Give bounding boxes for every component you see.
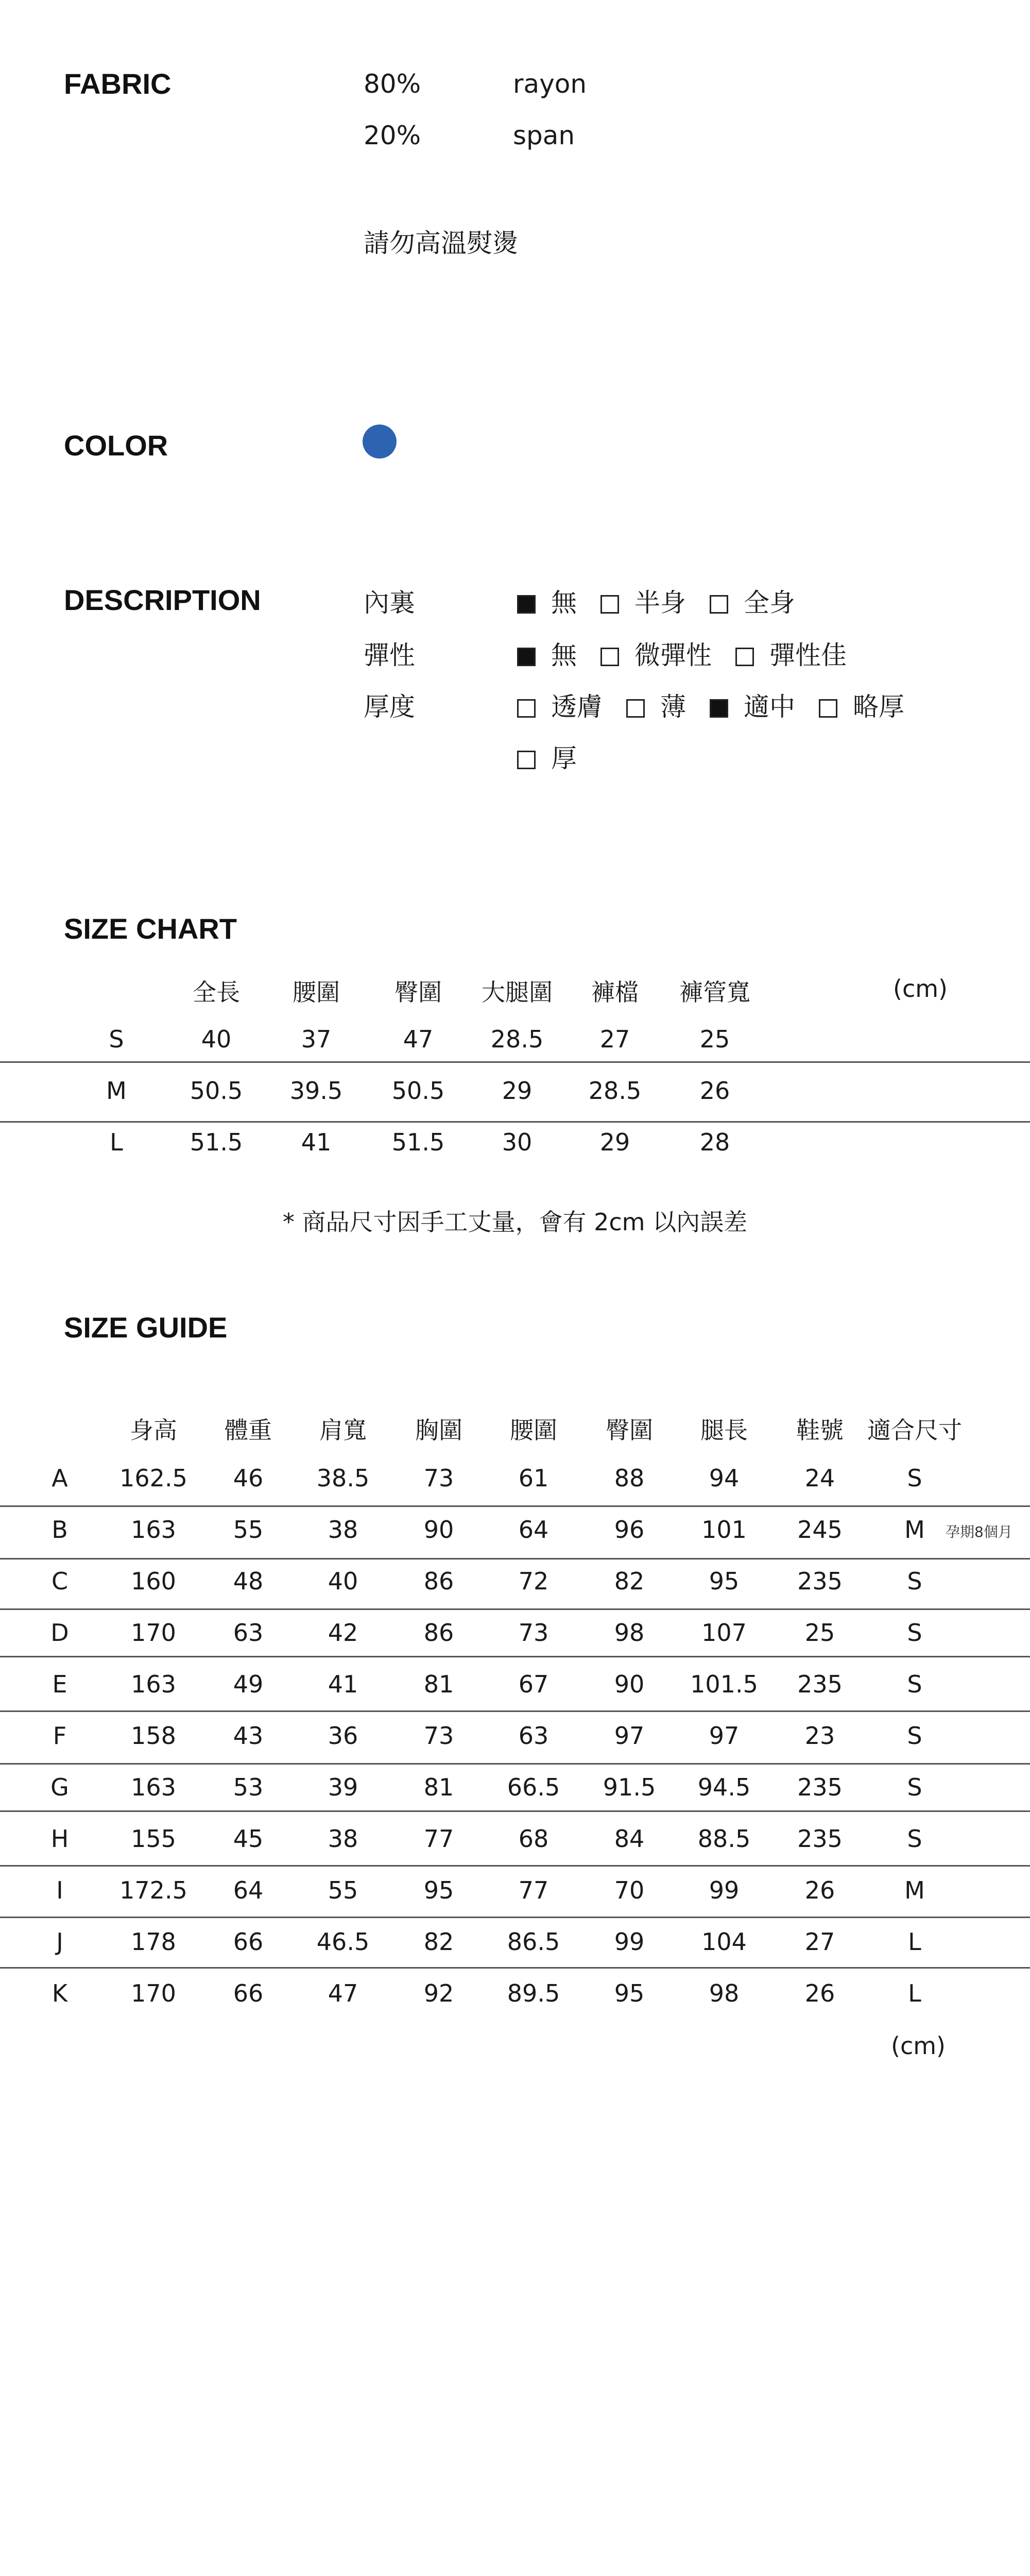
option-label: 適中 xyxy=(744,692,795,722)
row-divider xyxy=(0,1505,1030,1507)
row-divider xyxy=(0,1608,1030,1610)
fabric-heading: FABRIC xyxy=(64,67,171,100)
column-header: 臀圍 xyxy=(394,978,442,1006)
table-cell: 41 xyxy=(301,1128,332,1156)
table-cell: 30 xyxy=(502,1128,533,1156)
table-cell: S xyxy=(907,1773,922,1801)
table-cell: 96 xyxy=(614,1516,645,1544)
table-cell: 50.5 xyxy=(391,1077,445,1105)
size-label: L xyxy=(110,1128,123,1156)
table-cell: 28.5 xyxy=(588,1077,642,1105)
table-cell: 99 xyxy=(614,1928,645,1956)
table-cell: 63 xyxy=(233,1619,264,1647)
table-cell: 104 xyxy=(701,1928,747,1956)
size-label: S xyxy=(109,1025,124,1053)
checked-box-icon xyxy=(710,699,728,718)
table-cell: 88 xyxy=(614,1464,645,1492)
column-header: 大腿圍 xyxy=(482,978,553,1006)
table-cell: 45 xyxy=(233,1825,264,1853)
fabric-percent: 80% xyxy=(364,69,421,99)
unchecked-box-icon xyxy=(819,699,837,718)
option-label: 微彈性 xyxy=(634,640,712,670)
table-cell: 163 xyxy=(131,1773,176,1801)
table-cell: 178 xyxy=(131,1928,176,1956)
table-cell: 41 xyxy=(328,1670,358,1698)
description-label: 內裏 xyxy=(364,588,415,618)
checked-box-icon xyxy=(517,648,536,666)
table-cell: 73 xyxy=(423,1722,454,1750)
model-id: A xyxy=(52,1464,68,1492)
row-divider xyxy=(0,1558,1030,1560)
model-id: G xyxy=(50,1773,69,1801)
row-divider xyxy=(0,1121,1030,1123)
unchecked-box-icon xyxy=(517,751,536,769)
table-cell: 27 xyxy=(804,1928,835,1956)
table-cell: 82 xyxy=(614,1567,645,1595)
size-chart-heading: SIZE CHART xyxy=(64,912,237,945)
table-cell: S xyxy=(907,1464,922,1492)
column-header: 腰圍 xyxy=(293,978,340,1006)
table-cell: 86.5 xyxy=(507,1928,560,1956)
table-cell: 162.5 xyxy=(119,1464,187,1492)
row-divider xyxy=(0,1061,1030,1063)
table-cell: 95 xyxy=(614,1979,645,2007)
table-cell: 68 xyxy=(518,1825,549,1853)
table-cell: 26 xyxy=(699,1077,730,1105)
table-cell: 26 xyxy=(804,1876,835,1904)
table-cell: 86 xyxy=(423,1567,454,1595)
option-label: 薄 xyxy=(660,692,686,722)
table-cell: 172.5 xyxy=(119,1876,187,1904)
table-cell: 89.5 xyxy=(507,1979,560,2007)
description-option xyxy=(517,582,577,619)
table-cell: 170 xyxy=(131,1619,176,1647)
table-cell: 101.5 xyxy=(690,1670,758,1698)
description-option xyxy=(819,686,904,723)
table-cell: 37 xyxy=(301,1025,332,1053)
table-cell: 29 xyxy=(599,1128,630,1156)
table-cell: 81 xyxy=(423,1670,454,1698)
column-header: 肩寬 xyxy=(319,1416,367,1444)
row-divider xyxy=(0,1810,1030,1812)
table-cell: 66.5 xyxy=(507,1773,560,1801)
color-swatch xyxy=(363,425,397,459)
table-cell: S xyxy=(907,1670,922,1698)
description-option xyxy=(517,686,603,723)
table-cell: 70 xyxy=(614,1876,645,1904)
table-cell: 92 xyxy=(423,1979,454,2007)
table-cell: 38 xyxy=(328,1825,358,1853)
color-heading: COLOR xyxy=(64,429,168,462)
size-guide-heading: SIZE GUIDE xyxy=(64,1311,228,1344)
table-cell: 29 xyxy=(502,1077,533,1105)
table-cell: 55 xyxy=(328,1876,358,1904)
row-divider xyxy=(0,1710,1030,1712)
table-cell: 84 xyxy=(614,1825,645,1853)
column-header: 腿長 xyxy=(700,1416,748,1444)
description-option xyxy=(710,686,795,723)
fabric-material: rayon xyxy=(513,69,587,99)
column-header: 鞋號 xyxy=(796,1416,844,1444)
table-cell: 49 xyxy=(233,1670,264,1698)
table-cell: 86 xyxy=(423,1619,454,1647)
table-cell: S xyxy=(907,1722,922,1750)
table-cell: 94 xyxy=(709,1464,740,1492)
unchecked-box-icon xyxy=(600,595,619,614)
model-id: J xyxy=(56,1928,63,1956)
table-cell: 73 xyxy=(423,1464,454,1492)
column-header: 腰圍 xyxy=(510,1416,557,1444)
option-label: 略厚 xyxy=(853,692,904,722)
table-cell: 66 xyxy=(233,1979,264,2007)
description-label: 彈性 xyxy=(364,640,415,670)
fabric-material: span xyxy=(513,121,575,150)
model-id: B xyxy=(52,1516,68,1544)
unchecked-box-icon xyxy=(710,595,728,614)
table-cell: 61 xyxy=(518,1464,549,1492)
description-heading: DESCRIPTION xyxy=(64,584,261,616)
option-label: 透膚 xyxy=(551,692,603,722)
model-note: 孕期8個月 xyxy=(946,1523,1012,1540)
table-cell: 51.5 xyxy=(190,1128,243,1156)
description-option xyxy=(600,582,686,619)
table-cell: 235 xyxy=(797,1773,843,1801)
table-cell: 158 xyxy=(131,1722,176,1750)
table-cell: 53 xyxy=(233,1773,264,1801)
row-divider xyxy=(0,1917,1030,1918)
table-cell: 77 xyxy=(518,1876,549,1904)
table-cell: 40 xyxy=(328,1567,358,1595)
table-cell: 95 xyxy=(709,1567,740,1595)
model-id: E xyxy=(52,1670,67,1698)
option-label: 全身 xyxy=(744,588,795,618)
description-options xyxy=(517,738,600,775)
size-label: M xyxy=(106,1077,127,1105)
table-cell: L xyxy=(908,1979,921,2007)
checked-box-icon xyxy=(517,595,536,614)
table-cell: 67 xyxy=(518,1670,549,1698)
description-option xyxy=(517,635,577,672)
table-cell: 40 xyxy=(201,1025,232,1053)
table-cell: 81 xyxy=(423,1773,454,1801)
table-cell: 25 xyxy=(699,1025,730,1053)
model-id: I xyxy=(56,1876,63,1904)
table-cell: 107 xyxy=(701,1619,747,1647)
table-cell: 48 xyxy=(233,1567,264,1595)
table-cell: S xyxy=(907,1567,922,1595)
model-id: D xyxy=(50,1619,69,1647)
table-cell: 98 xyxy=(709,1979,740,2007)
table-cell: 23 xyxy=(804,1722,835,1750)
description-options xyxy=(517,635,870,672)
table-cell: 82 xyxy=(423,1928,454,1956)
option-label: 無 xyxy=(551,588,577,618)
description-option xyxy=(517,738,577,775)
description-option xyxy=(710,582,795,619)
table-cell: 97 xyxy=(614,1722,645,1750)
row-divider xyxy=(0,1865,1030,1867)
column-header: 身高 xyxy=(130,1416,177,1444)
table-cell: 24 xyxy=(804,1464,835,1492)
row-divider xyxy=(0,1967,1030,1969)
table-cell: 163 xyxy=(131,1670,176,1698)
table-cell: 39 xyxy=(328,1773,358,1801)
column-header: 褲管寬 xyxy=(679,978,750,1006)
table-cell: 77 xyxy=(423,1825,454,1853)
table-cell: 46.5 xyxy=(316,1928,370,1956)
description-option xyxy=(600,635,712,672)
table-cell: 26 xyxy=(804,1979,835,2007)
table-cell: 94.5 xyxy=(697,1773,751,1801)
table-cell: 155 xyxy=(131,1825,176,1853)
description-option xyxy=(626,686,686,723)
table-cell: 90 xyxy=(423,1516,454,1544)
table-cell: 245 xyxy=(797,1516,843,1544)
table-cell: S xyxy=(907,1825,922,1853)
table-cell: 170 xyxy=(131,1979,176,2007)
table-cell: S xyxy=(907,1619,922,1647)
table-cell: 64 xyxy=(233,1876,264,1904)
table-cell: 46 xyxy=(233,1464,264,1492)
table-cell: 42 xyxy=(328,1619,358,1647)
unchecked-box-icon xyxy=(517,699,536,718)
option-label: 無 xyxy=(551,640,577,670)
table-cell: 97 xyxy=(709,1722,740,1750)
unchecked-box-icon xyxy=(600,648,619,666)
table-cell: 160 xyxy=(131,1567,176,1595)
fabric-percent: 20% xyxy=(364,121,421,150)
column-header: 體重 xyxy=(225,1416,272,1444)
table-cell: 43 xyxy=(233,1722,264,1750)
table-cell: 38.5 xyxy=(316,1464,370,1492)
table-cell: 38 xyxy=(328,1516,358,1544)
table-cell: 28 xyxy=(699,1128,730,1156)
table-cell: 66 xyxy=(233,1928,264,1956)
column-header: 全長 xyxy=(193,978,240,1006)
table-cell: 163 xyxy=(131,1516,176,1544)
table-cell: 25 xyxy=(804,1619,835,1647)
table-cell: 55 xyxy=(233,1516,264,1544)
table-cell: 51.5 xyxy=(391,1128,445,1156)
table-cell: 235 xyxy=(797,1825,843,1853)
table-cell: 50.5 xyxy=(190,1077,243,1105)
option-label: 半身 xyxy=(634,588,686,618)
table-cell: 90 xyxy=(614,1670,645,1698)
table-cell: 36 xyxy=(328,1722,358,1750)
table-cell: M xyxy=(904,1876,925,1904)
unchecked-box-icon xyxy=(626,699,645,718)
column-header: 臀圍 xyxy=(606,1416,653,1444)
table-cell: L xyxy=(908,1928,921,1956)
care-instruction: 請勿高溫熨燙 xyxy=(364,228,518,258)
unchecked-box-icon xyxy=(735,648,754,666)
description-options xyxy=(517,686,928,723)
table-cell: M xyxy=(904,1516,925,1544)
column-header: 胸圍 xyxy=(415,1416,462,1444)
size-guide-unit: (cm) xyxy=(891,2032,946,2060)
option-label: 厚 xyxy=(551,743,577,773)
description-label: 厚度 xyxy=(364,692,415,722)
table-cell: 95 xyxy=(423,1876,454,1904)
table-cell: 91.5 xyxy=(603,1773,656,1801)
row-divider xyxy=(0,1763,1030,1765)
table-cell: 72 xyxy=(518,1567,549,1595)
description-options xyxy=(517,582,819,619)
table-cell: 64 xyxy=(518,1516,549,1544)
table-cell: 73 xyxy=(518,1619,549,1647)
column-header: 褲檔 xyxy=(591,978,639,1006)
table-cell: 47 xyxy=(403,1025,434,1053)
size-chart-unit: (cm) xyxy=(893,975,948,1003)
measurement-note: * 商品尺寸因手工丈量，會有 2cm 以內誤差 xyxy=(282,1208,748,1236)
description-option xyxy=(735,635,847,672)
row-divider xyxy=(0,1656,1030,1657)
table-cell: 63 xyxy=(518,1722,549,1750)
table-cell: 27 xyxy=(599,1025,630,1053)
model-id: C xyxy=(51,1567,68,1595)
table-cell: 99 xyxy=(709,1876,740,1904)
table-cell: 88.5 xyxy=(697,1825,751,1853)
table-cell: 47 xyxy=(328,1979,358,2007)
table-cell: 101 xyxy=(701,1516,747,1544)
table-cell: 28.5 xyxy=(490,1025,544,1053)
model-id: F xyxy=(53,1722,67,1750)
model-id: K xyxy=(52,1979,68,2007)
table-cell: 98 xyxy=(614,1619,645,1647)
table-cell: 235 xyxy=(797,1670,843,1698)
table-cell: 235 xyxy=(797,1567,843,1595)
column-header: 適合尺寸 xyxy=(867,1416,962,1444)
option-label: 彈性佳 xyxy=(769,640,847,670)
model-id: H xyxy=(50,1825,69,1853)
table-cell: 39.5 xyxy=(289,1077,343,1105)
